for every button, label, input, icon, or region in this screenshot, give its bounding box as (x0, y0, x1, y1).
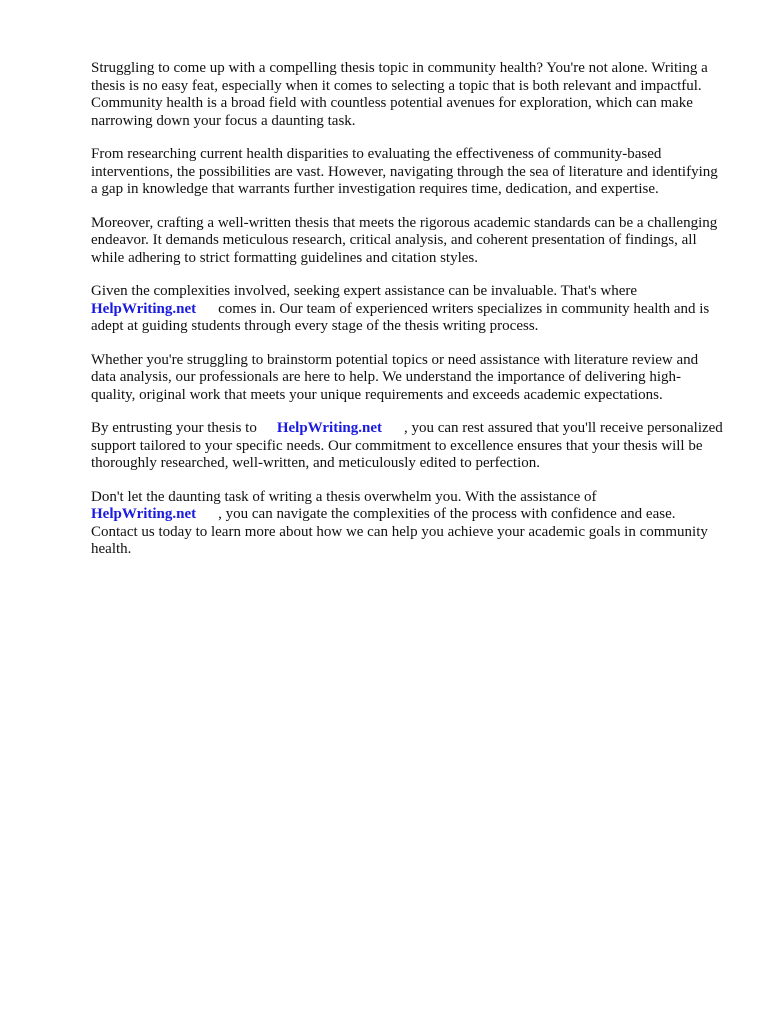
paragraph-text: Given the complexities involved, seeking expert assistance can be invaluable. That's where (91, 283, 637, 299)
paragraph-text: Don't let the daunting task of writing a thesis overwhelm you. With the assistance of (91, 488, 597, 505)
paragraph-text: , you can navigate the complexities of the process with confidence and ease. Contact us today to learn more about how we can help you achieve your academic goals in community health. (91, 506, 708, 557)
paragraph-possibilities: From researching current health disparities to evaluating the effectiveness of community-based interventions, the possibilities are vast. However, navigating through the sea of literature and identifying a gap in knowledge that warrants further investigation requires time, dedication, and expertise. (91, 146, 718, 197)
paragraph-conclusion (91, 489, 723, 559)
paragraph-text: comes in. Our team of experienced writers specializes in community health and is adept at guiding students through every stage of the thesis writing process. (91, 300, 710, 334)
document-body (91, 60, 723, 575)
helpwriting-link[interactable]: HelpWriting.net (91, 506, 197, 522)
paragraph-text: , you can rest assured that you'll receive personalized support tailored to your specific needs. Our commitment to excellence ensures that your thesis will be thoroughly researched, well-written, and meticulously edited to perfection. (91, 420, 723, 471)
paragraph-entrusting (91, 420, 723, 473)
paragraph-intro: Struggling to come up with a compelling thesis topic in community health? You're not alone. Writing a thesis is no easy feat, especially when it comes to selecting a topic that is both relevant and impactful. Community health is a broad field with countless potential avenues for exploration, which can make narrowing down your focus a daunting task. (91, 60, 708, 129)
paragraph-expert-assistance (91, 283, 723, 336)
paragraph-text: By entrusting your thesis to (91, 420, 257, 436)
helpwriting-link[interactable]: HelpWriting.net (91, 300, 197, 317)
paragraph-professionals: Whether you're struggling to brainstorm potential topics or need assistance with literature review and data analysis, our professionals are here to help. We understand the importance of delivering high-quality, original work that meets your unique requirements and exceeds academic expectations. (91, 351, 699, 403)
paragraph-crafting: Moreover, crafting a well-written thesis that meets the rigorous academic standards can be a challenging endeavor. It demands meticulous research, critical analysis, and coherent presentation of findings, all while adhering to strict formatting guidelines and citation styles. (91, 214, 718, 266)
helpwriting-link[interactable]: HelpWriting.net (276, 420, 382, 436)
